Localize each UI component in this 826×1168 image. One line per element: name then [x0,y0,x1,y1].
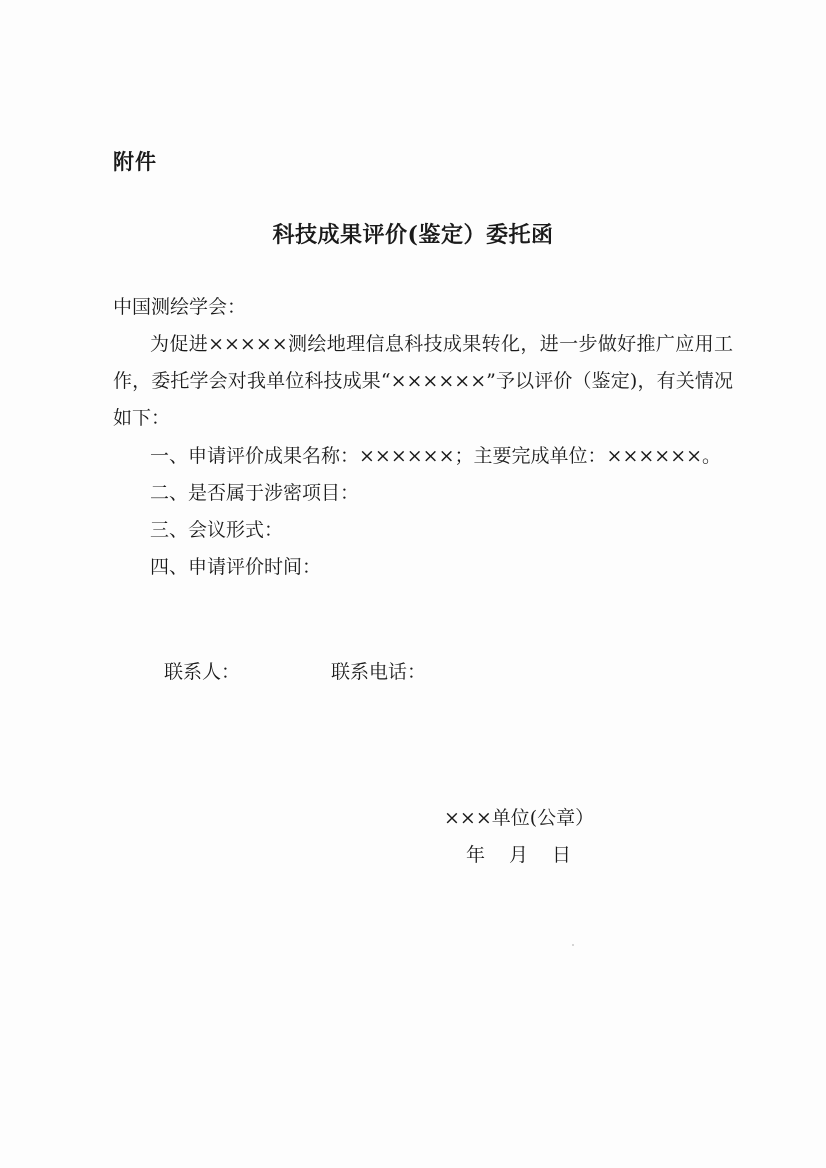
item-achievement-name: 一、申请评价成果名称：××××××；主要完成单位：××××××。 [150,445,722,467]
item-meeting-format: 三、会议形式： [150,519,284,541]
date-month: 月 [509,844,529,866]
item-classified-project: 二、是否属于涉密项目： [150,482,360,504]
salutation: 中国测绘学会： [113,296,247,318]
signature-date [466,840,571,867]
contact-phone-label: 联系电话： [331,661,427,683]
body-paragraph: 为促进×××××测绘地理信息科技成果转化，进一步做好推广应用工作，委托学会对我单位科技成果“××××××”予以评价（鉴定)，有关情况如下： [113,333,733,429]
letter-title: 科技成果评价(鉴定）委托函 [272,222,554,248]
scan-speck [572,944,574,946]
date-day: 日 [552,844,572,866]
item-evaluation-time: 四、申请评价时间： [150,556,322,578]
date-year: 年 [466,844,486,866]
unit-seal: ×××单位(公章） [444,807,595,829]
contact-person-label: 联系人： [164,661,241,683]
attachment-heading: 附件 [113,149,157,174]
